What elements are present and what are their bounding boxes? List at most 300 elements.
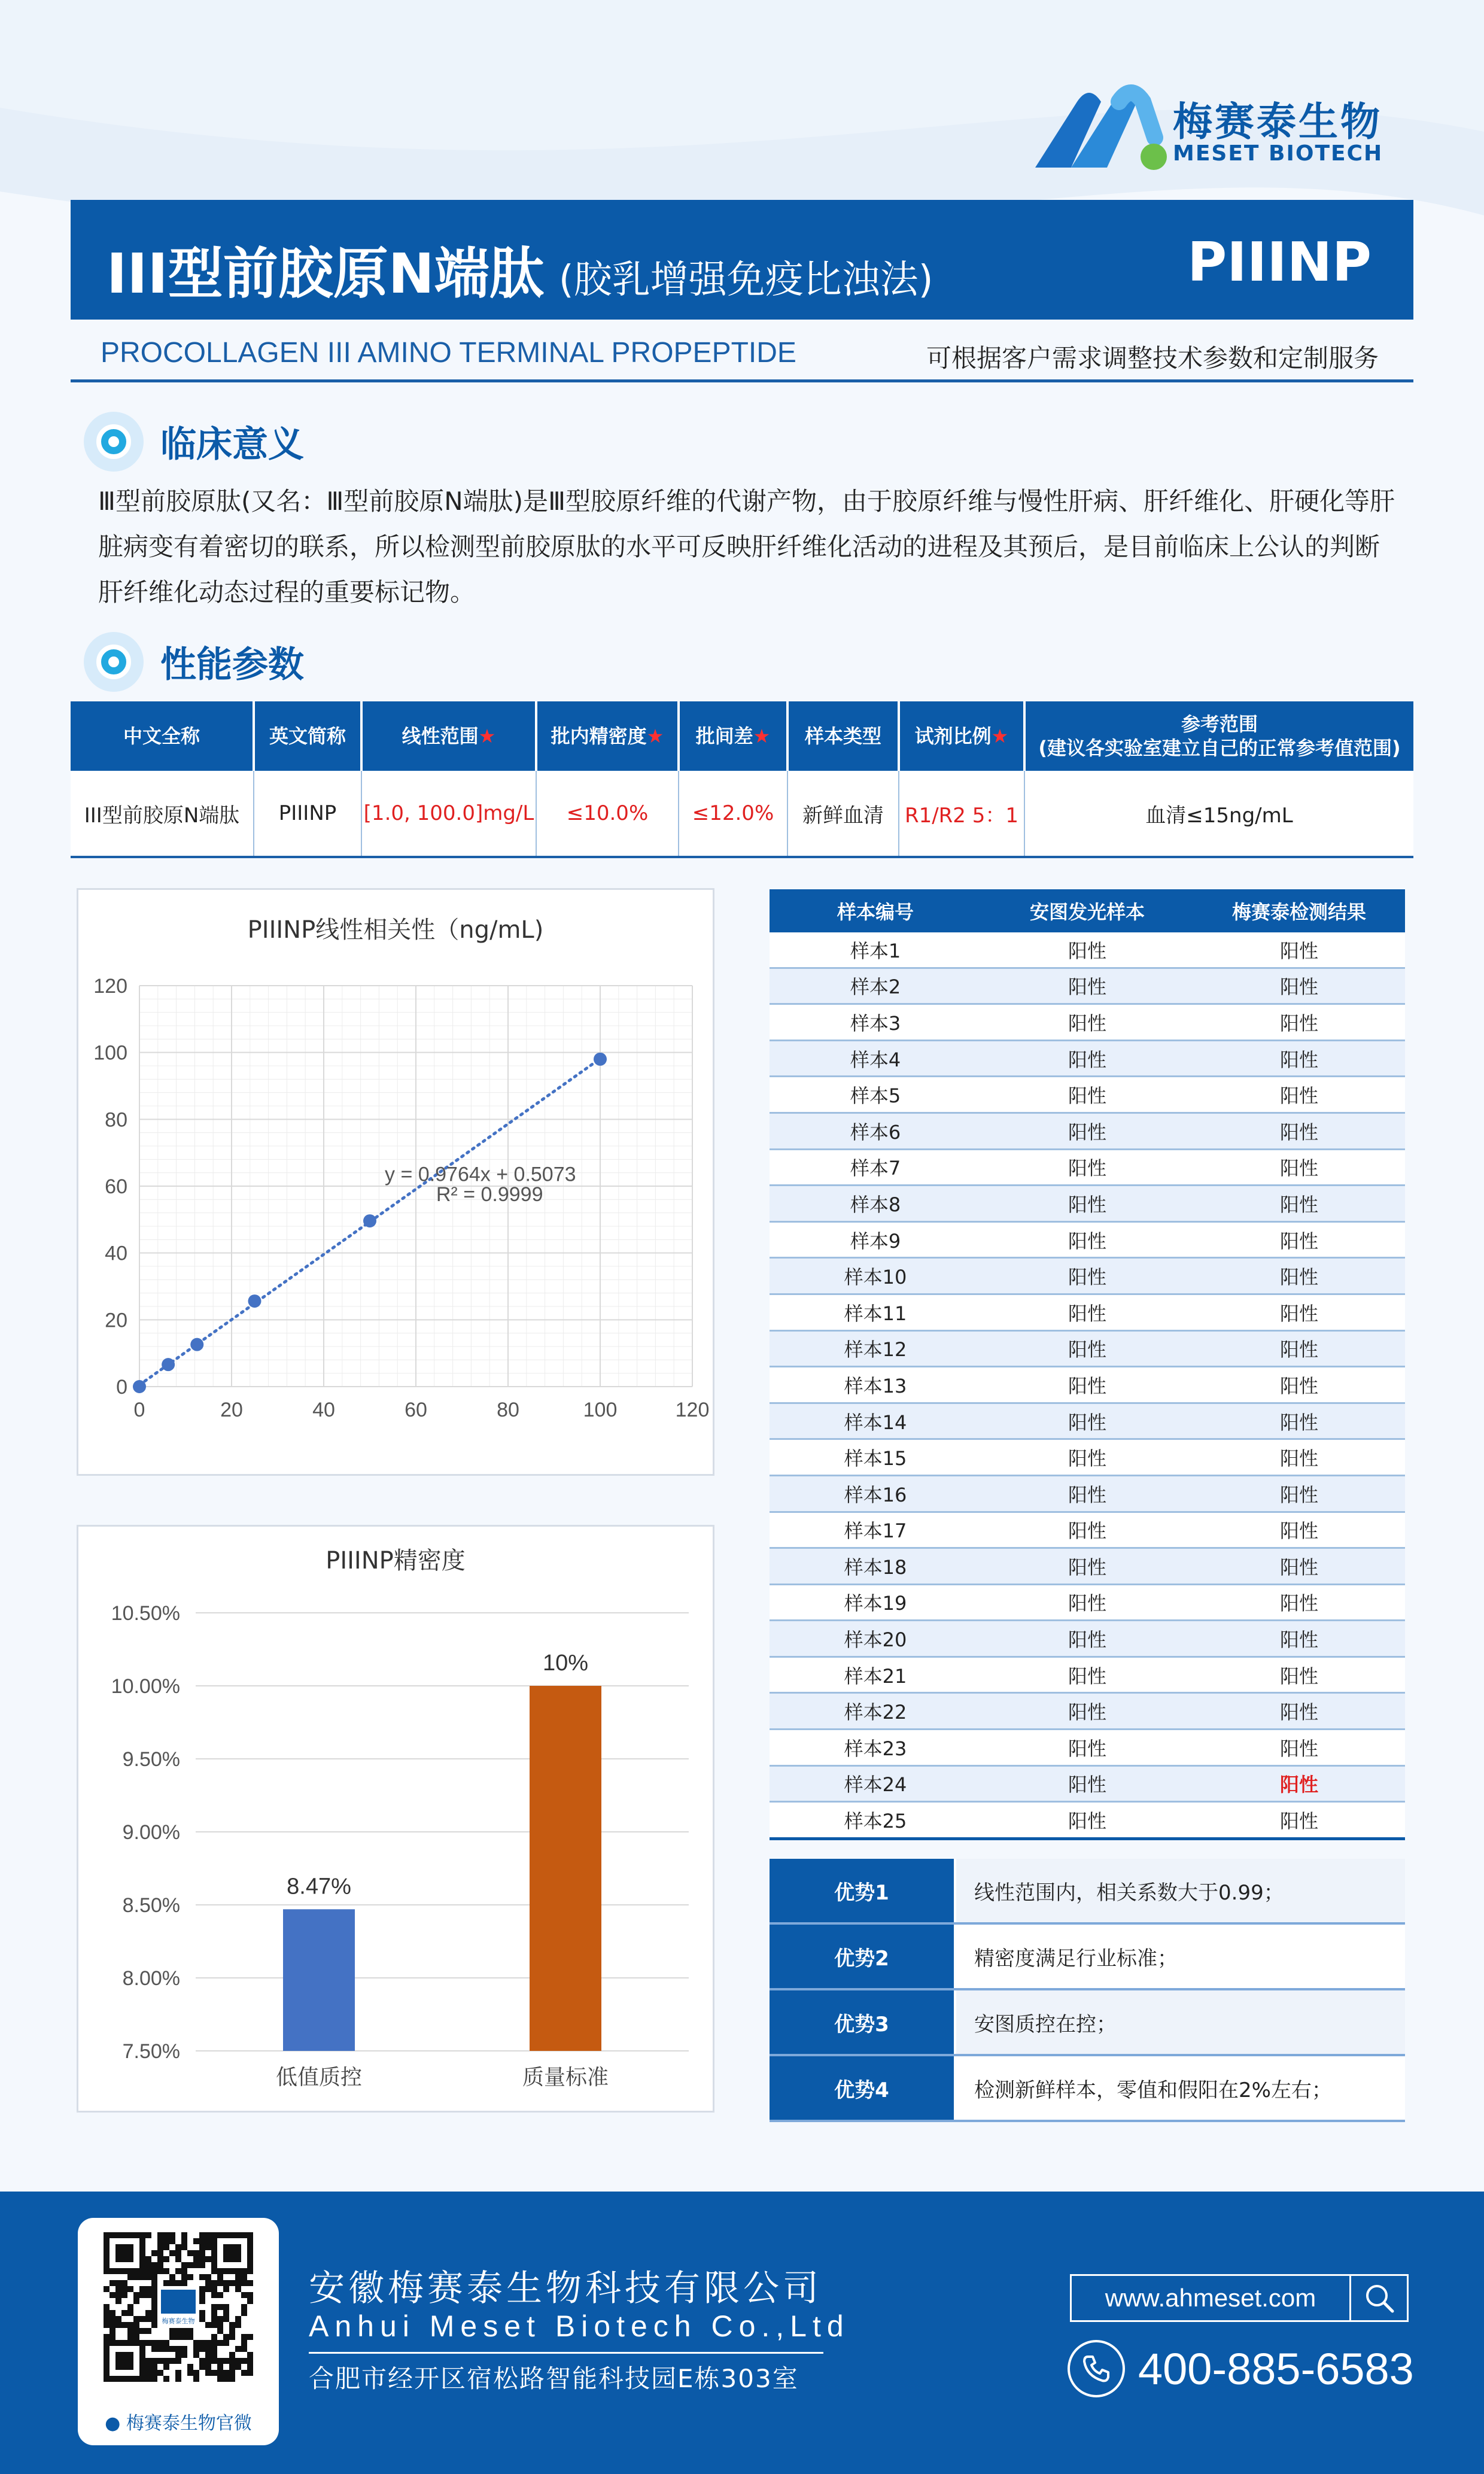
table-cell: 阳性 <box>1193 1802 1405 1839</box>
qr-module <box>211 2280 217 2286</box>
qr-module <box>193 2340 199 2346</box>
qr-module <box>247 2364 253 2370</box>
table-cell: 样本3 <box>770 1004 981 1041</box>
qr-module <box>199 2340 205 2346</box>
table-cell: 阳性 <box>981 1439 1193 1476</box>
table-cell: 阳性 <box>981 1621 1193 1657</box>
qr-module <box>133 2316 139 2322</box>
data-label: 10% <box>542 1651 589 1676</box>
qr-module <box>145 2310 151 2316</box>
qr-module <box>211 2340 217 2346</box>
qr-module <box>211 2304 217 2310</box>
table-cell: ≤12.0% <box>679 771 787 857</box>
table-cell: 样本10 <box>770 1258 981 1294</box>
table-cell: 阳性 <box>981 1258 1193 1294</box>
qr-module <box>181 2352 187 2358</box>
table-row <box>770 1113 1405 1149</box>
qr-module <box>235 2274 241 2280</box>
qr-module <box>163 2232 169 2238</box>
table-row <box>770 1403 1405 1439</box>
advantage-row <box>770 1923 1405 1989</box>
table-cell: 阳性 <box>981 1802 1193 1839</box>
qr-module <box>151 2370 157 2376</box>
qr-module <box>104 2286 110 2292</box>
table-cell: 阳性 <box>1193 1186 1405 1222</box>
qr-finder <box>223 2244 241 2262</box>
qr-module <box>110 2322 115 2328</box>
table-cell: 阳性 <box>1193 1294 1405 1330</box>
qr-module <box>115 2316 121 2322</box>
qr-module <box>181 2244 187 2250</box>
qr-module <box>247 2358 253 2364</box>
qr-module <box>223 2340 229 2346</box>
qr-module <box>193 2352 199 2358</box>
table-cell: 阳性 <box>981 968 1193 1004</box>
qr-module <box>241 2346 247 2352</box>
table-cell: 阳性 <box>1193 1693 1405 1730</box>
x-tick-label: 20 <box>220 1399 243 1421</box>
qr-module <box>223 2310 229 2316</box>
qr-module <box>205 2370 211 2376</box>
y-tick-label: 9.50% <box>122 1748 180 1771</box>
table-cell: 样本2 <box>770 968 981 1004</box>
advantage-label: 优势4 <box>770 2055 955 2121</box>
table-cell: 阳性 <box>1193 1730 1405 1766</box>
qr-module <box>211 2358 217 2364</box>
linearity-chart <box>77 888 714 1476</box>
qr-module <box>199 2310 205 2316</box>
table-cell: 阳性 <box>1193 1765 1405 1802</box>
qr-module <box>199 2250 205 2256</box>
header-cell: 试剂比例★ <box>899 701 1024 771</box>
table-cell: 阳性 <box>1193 1004 1405 1041</box>
qr-module <box>211 2310 217 2316</box>
product-abbr: PIIINP <box>1187 231 1372 294</box>
qr-module <box>151 2250 157 2256</box>
y-tick-label: 9.00% <box>122 1821 180 1844</box>
qr-module <box>169 2280 175 2286</box>
qr-module <box>217 2274 223 2280</box>
qr-module <box>247 2352 253 2358</box>
qr-module <box>145 2268 151 2274</box>
qr-module <box>175 2346 181 2352</box>
qr-module <box>205 2244 211 2250</box>
section-clinical-heading <box>84 412 304 472</box>
qr-module <box>151 2268 157 2274</box>
header-cell: 参考范围 (建议各实验室建立自己的正常参考值范围) <box>1024 701 1413 771</box>
phone-icon <box>1068 2340 1125 2397</box>
data-point <box>363 1214 376 1227</box>
qr-module <box>247 2334 253 2340</box>
website-url[interactable]: www.ahmeset.com <box>1105 2284 1316 2312</box>
advantage-label: 优势1 <box>770 1859 955 1923</box>
bar <box>530 1686 601 2051</box>
qr-module <box>235 2316 241 2322</box>
qr-module <box>217 2376 223 2382</box>
qr-module <box>169 2274 175 2280</box>
table-row <box>770 1765 1405 1802</box>
qr-module <box>139 2328 145 2334</box>
table-row <box>770 1512 1405 1548</box>
qr-module <box>175 2358 181 2364</box>
qr-module <box>205 2274 211 2280</box>
qr-module <box>223 2286 229 2292</box>
qr-module <box>193 2238 199 2244</box>
qr-module <box>157 2232 163 2238</box>
table-cell: 阳性 <box>981 1548 1193 1585</box>
x-tick-label: 低值质控 <box>275 2065 363 2090</box>
table-cell: 阳性 <box>981 1113 1193 1149</box>
data-label: 8.47% <box>287 1874 351 1899</box>
qr-module <box>223 2370 229 2376</box>
table-cell: 样本19 <box>770 1584 981 1621</box>
product-title <box>107 230 933 309</box>
table-row <box>770 1149 1405 1186</box>
table-cell: 阳性 <box>1193 1657 1405 1693</box>
table-cell: 阳性 <box>981 1004 1193 1041</box>
table-row <box>770 1802 1405 1839</box>
header-cell: 线性范围★ <box>361 701 536 771</box>
qr-module <box>223 2334 229 2340</box>
qr-module <box>157 2244 163 2250</box>
qr-module <box>181 2280 187 2286</box>
qr-module <box>181 2334 187 2340</box>
qr-module <box>187 2334 193 2340</box>
table-cell: 阳性 <box>1193 1621 1405 1657</box>
qr-module <box>163 2376 169 2382</box>
qr-module <box>145 2376 151 2382</box>
qr-module <box>241 2292 247 2298</box>
qr-module <box>151 2346 157 2352</box>
qr-module <box>151 2316 157 2322</box>
qr-module <box>223 2280 229 2286</box>
qr-module <box>199 2256 205 2262</box>
header-cell: 批间差★ <box>679 701 787 771</box>
qr-module <box>139 2292 145 2298</box>
phone-contact[interactable] <box>1068 2340 1414 2397</box>
table-row <box>770 1186 1405 1222</box>
precision-chart-svg <box>78 1527 713 2111</box>
qr-module <box>205 2322 211 2328</box>
table-cell: 样本14 <box>770 1403 981 1439</box>
header-cell: 样本编号 <box>770 889 981 932</box>
qr-module <box>133 2322 139 2328</box>
qr-module <box>169 2358 175 2364</box>
header-cell: 批内精密度★ <box>536 701 679 771</box>
advantage-row <box>770 1859 1405 1923</box>
qr-module <box>127 2310 133 2316</box>
qr-module <box>223 2316 229 2322</box>
qr-module <box>229 2334 235 2340</box>
custom-service-note: 可根据客户需求调整技术参数和定制服务 <box>926 344 1379 373</box>
qr-module <box>169 2346 175 2352</box>
qr-module <box>175 2250 181 2256</box>
x-tick-label: 0 <box>133 1399 145 1421</box>
table-row <box>770 1294 1405 1330</box>
qr-module <box>199 2346 205 2352</box>
section-icon <box>84 412 144 472</box>
table-cell: 阳性 <box>1193 968 1405 1004</box>
qr-module <box>127 2328 133 2334</box>
table-cell: 样本15 <box>770 1439 981 1476</box>
table-cell: 阳性 <box>981 1765 1193 1802</box>
qr-module <box>121 2286 127 2292</box>
qr-module <box>199 2238 205 2244</box>
qr-module <box>163 2340 169 2346</box>
table-cell: 阳性 <box>981 1186 1193 1222</box>
qr-module <box>151 2364 157 2370</box>
table-cell: 样本1 <box>770 932 981 968</box>
table-cell: 阳性 <box>1193 1403 1405 1439</box>
table-cell: 阳性 <box>1193 1367 1405 1403</box>
qr-module <box>133 2328 139 2334</box>
table-row <box>770 1693 1405 1730</box>
search-icon[interactable] <box>1351 2281 1407 2315</box>
qr-module <box>217 2292 223 2298</box>
table-row <box>770 1077 1405 1113</box>
qr-module <box>181 2262 187 2268</box>
qr-module <box>121 2280 127 2286</box>
table-cell: 样本24 <box>770 1765 981 1802</box>
qr-module <box>151 2358 157 2364</box>
qr-module <box>127 2286 133 2292</box>
qr-module <box>110 2280 115 2286</box>
qr-module <box>145 2370 151 2376</box>
qr-module <box>217 2340 223 2346</box>
qr-module <box>199 2262 205 2268</box>
table-cell: 样本7 <box>770 1149 981 1186</box>
qr-module <box>181 2268 187 2274</box>
table-cell: III型前胶原N端肽 <box>71 771 254 857</box>
y-tick-label: 20 <box>105 1309 127 1332</box>
wechat-icon: ● <box>105 2413 121 2434</box>
company-name-en: Anhui Meset Biotech Co.,Ltd <box>309 2309 850 2343</box>
table-row <box>770 1621 1405 1657</box>
table-cell: 阳性 <box>981 1512 1193 1548</box>
qr-module <box>211 2286 217 2292</box>
table-cell: 阳性 <box>981 1584 1193 1621</box>
english-title: PROCOLLAGEN III AMINO TERMINAL PROPEPTIDE <box>101 337 796 369</box>
qr-module <box>235 2280 241 2286</box>
qr-module <box>193 2262 199 2268</box>
header-cell: 样本类型 <box>787 701 899 771</box>
qr-module <box>104 2334 110 2340</box>
qr-module <box>151 2304 157 2310</box>
qr-module <box>211 2334 217 2340</box>
qr-module <box>175 2352 181 2358</box>
qr-module <box>163 2346 169 2352</box>
table-cell: 阳性 <box>981 1330 1193 1367</box>
qr-module <box>235 2286 241 2292</box>
table-row <box>770 1221 1405 1258</box>
qr-module <box>205 2340 211 2346</box>
qr-module <box>145 2256 151 2262</box>
x-tick-label: 40 <box>312 1399 335 1421</box>
qr-module <box>187 2262 193 2268</box>
qr-module <box>157 2370 163 2376</box>
section-icon <box>84 632 144 692</box>
qr-module <box>104 2310 110 2316</box>
qr-module <box>217 2316 223 2322</box>
website-box[interactable] <box>1070 2274 1409 2322</box>
x-tick-label: 质量标准 <box>522 2065 609 2090</box>
sample-table <box>770 889 1405 1840</box>
table-cell: 阳性 <box>1193 1548 1405 1585</box>
qr-module <box>151 2376 157 2382</box>
qr-module <box>115 2322 121 2328</box>
divider <box>71 379 1413 382</box>
qr-code[interactable] <box>78 2218 279 2445</box>
qr-module <box>229 2358 235 2364</box>
qr-module <box>133 2298 139 2304</box>
table-cell: PIIINP <box>254 771 361 857</box>
table-row <box>770 1004 1405 1041</box>
x-tick-label: 60 <box>405 1399 427 1421</box>
table-cell: 阳性 <box>981 1403 1193 1439</box>
qr-module <box>247 2370 253 2376</box>
section-performance-heading <box>84 632 304 692</box>
qr-module <box>151 2340 157 2346</box>
qr-module <box>217 2364 223 2370</box>
qr-module <box>110 2316 115 2322</box>
table-cell: 阳性 <box>1193 1113 1405 1149</box>
qr-module <box>145 2340 151 2346</box>
parameter-table <box>71 701 1413 858</box>
qr-module <box>193 2376 199 2382</box>
phone-number[interactable]: 400-885-6583 <box>1138 2344 1414 2394</box>
qr-module <box>127 2322 133 2328</box>
qr-module <box>205 2352 211 2358</box>
qr-module <box>229 2370 235 2376</box>
trendline-equation: y = 0.9764x + 0.5073 <box>385 1163 576 1186</box>
qr-module <box>229 2328 235 2334</box>
qr-finder <box>115 2244 133 2262</box>
qr-module <box>133 2334 139 2340</box>
table-cell: 阳性 <box>981 1693 1193 1730</box>
qr-module <box>199 2274 205 2280</box>
qr-module <box>217 2304 223 2310</box>
qr-module <box>115 2292 121 2298</box>
qr-module <box>157 2250 163 2256</box>
table-header-row <box>770 889 1405 932</box>
qr-module <box>229 2322 235 2328</box>
qr-module <box>169 2238 175 2244</box>
qr-module <box>211 2352 217 2358</box>
qr-module <box>169 2328 175 2334</box>
qr-module <box>157 2340 163 2346</box>
qr-module <box>199 2286 205 2292</box>
qr-module <box>205 2238 211 2244</box>
table-row <box>770 1439 1405 1476</box>
table-cell: 阳性 <box>1193 1330 1405 1367</box>
table-cell: 血清≤15ng/mL <box>1024 771 1413 857</box>
data-point <box>594 1053 607 1066</box>
table-row <box>71 771 1413 857</box>
qr-module <box>157 2256 163 2262</box>
table-cell: 样本18 <box>770 1548 981 1585</box>
qr-module <box>199 2364 205 2370</box>
table-cell: 阳性 <box>981 1367 1193 1403</box>
bar <box>283 1909 355 2051</box>
table-cell: 样本11 <box>770 1294 981 1330</box>
qr-module <box>235 2346 241 2352</box>
data-point <box>248 1294 261 1308</box>
table-cell: 阳性 <box>981 1221 1193 1258</box>
qr-module <box>151 2286 157 2292</box>
divider <box>309 2352 823 2354</box>
qr-module <box>175 2370 181 2376</box>
qr-module <box>163 2244 169 2250</box>
qr-module <box>163 2364 169 2370</box>
table-cell: 阳性 <box>981 1730 1193 1766</box>
qr-module <box>217 2328 223 2334</box>
qr-module <box>181 2346 187 2352</box>
qr-module <box>241 2340 247 2346</box>
qr-module <box>139 2274 145 2280</box>
qr-module <box>139 2316 145 2322</box>
qr-module <box>169 2250 175 2256</box>
advantage-text: 精密度满足行业标准； <box>955 1923 1405 1989</box>
qr-module <box>205 2346 211 2352</box>
qr-module <box>121 2310 127 2316</box>
table-row <box>770 1475 1405 1512</box>
qr-module <box>241 2310 247 2316</box>
qr-module <box>175 2244 181 2250</box>
advantage-label: 优势2 <box>770 1923 955 1989</box>
table-cell: 阳性 <box>1193 1077 1405 1113</box>
qr-module <box>127 2274 133 2280</box>
qr-module <box>193 2370 199 2376</box>
table-cell: 样本17 <box>770 1512 981 1548</box>
company-name-cn: 安徽梅赛泰生物科技有限公司 <box>309 2268 822 2309</box>
qr-module <box>110 2310 115 2316</box>
advantage-label: 优势3 <box>770 1989 955 2055</box>
y-tick-label: 120 <box>93 975 127 998</box>
header-cell: 中文全称 <box>71 701 254 771</box>
qr-module <box>115 2280 121 2286</box>
clinical-text: Ⅲ型前胶原肽(又名：Ⅲ型前胶原N端肽)是Ⅲ型胶原纤维的代谢产物，由于胶原纤维与慢性肝病、肝纤维化、肝硬化等肝脏病变有着密切的联系，所以检测型前胶原肽的水平可反映肝纤维化活动的进程及其预后，是目前临床上公认的判断肝纤维化动态过程的重要标记物。 <box>98 487 1395 607</box>
table-cell: 阳性 <box>981 1475 1193 1512</box>
table-row <box>770 1548 1405 1585</box>
precision-chart <box>77 1525 714 2113</box>
qr-module <box>211 2292 217 2298</box>
qr-module <box>133 2274 139 2280</box>
table-cell: 样本20 <box>770 1621 981 1657</box>
qr-logo-text: 梅赛泰生物 <box>162 2317 195 2325</box>
qr-module <box>193 2250 199 2256</box>
qr-module <box>163 2238 169 2244</box>
qr-module <box>121 2322 127 2328</box>
qr-module <box>157 2346 163 2352</box>
product-name: III型前胶原N端肽 <box>107 242 545 306</box>
brand-name-en: MESET BIOTECH <box>1173 141 1383 166</box>
product-method: (胶乳增强免疫比浊法) <box>558 258 933 302</box>
qr-module <box>199 2244 205 2250</box>
qr-module <box>187 2364 193 2370</box>
section-title: 性能参数 <box>160 644 304 686</box>
qr-module <box>205 2286 211 2292</box>
table-row <box>770 1367 1405 1403</box>
table-cell: 阳性 <box>981 1077 1193 1113</box>
qr-module <box>163 2358 169 2364</box>
table-cell: 新鲜血清 <box>787 771 899 857</box>
qr-finder <box>115 2352 133 2370</box>
header-cell: 安图发光样本 <box>981 889 1193 932</box>
qr-module <box>199 2298 205 2304</box>
table-cell: 阳性 <box>1193 932 1405 968</box>
qr-module <box>163 2268 169 2274</box>
qr-module <box>110 2292 115 2298</box>
